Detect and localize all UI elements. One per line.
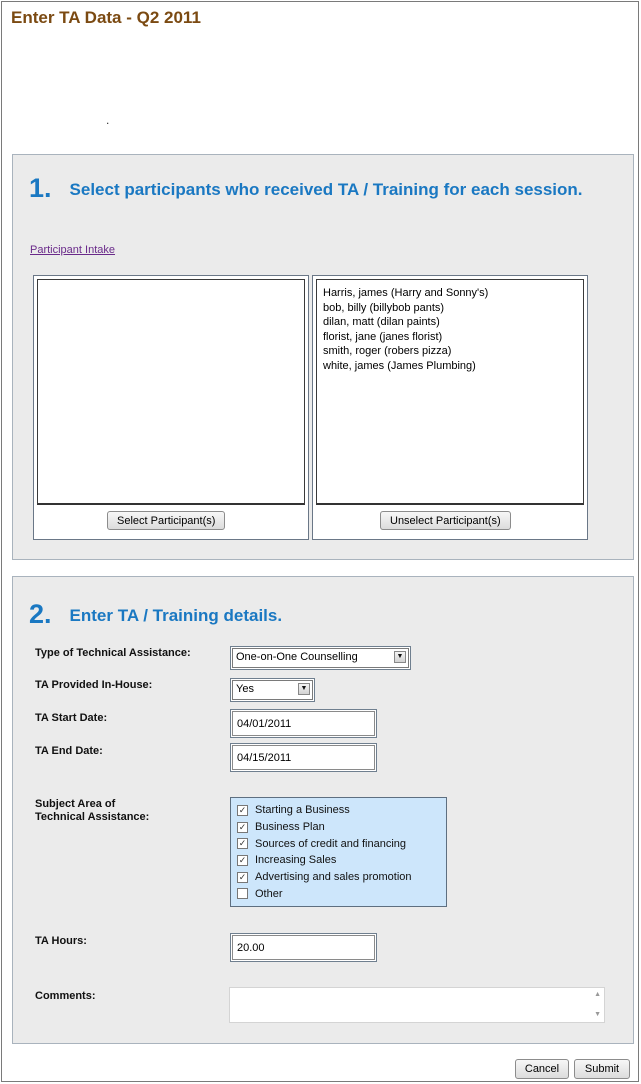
- subject-checkbox-row[interactable]: [237, 885, 440, 902]
- scroll-down-arrow-icon[interactable]: ▼: [594, 1011, 601, 1018]
- subject-checkbox-row[interactable]: [237, 819, 440, 836]
- section1-number: 1.: [29, 173, 52, 203]
- page-title: Enter TA Data - Q2 2011: [11, 8, 201, 27]
- participant-list-item[interactable]: dilan, matt (dilan paints): [323, 316, 440, 328]
- section1-heading: [29, 173, 599, 203]
- empty-checkbox-icon[interactable]: [237, 888, 248, 899]
- participant-intake-link[interactable]: Participant Intake: [30, 244, 115, 256]
- ta-type-value: One-on-One Counselling: [236, 651, 358, 663]
- ta-inhouse-select[interactable]: [232, 680, 313, 700]
- ta-hours-input[interactable]: [232, 935, 375, 960]
- checkmark-icon[interactable]: ✓: [238, 838, 247, 849]
- subject-checkbox-label: Increasing Sales: [255, 854, 337, 867]
- subject-checkbox-label: Starting a Business: [255, 804, 350, 817]
- subject-area-checklist: [230, 797, 447, 907]
- dropdown-arrow-icon: ▼: [298, 683, 310, 695]
- unselect-participants-button[interactable]: Unselect Participant(s): [380, 511, 511, 530]
- ta-start-date-input[interactable]: [232, 711, 375, 736]
- subject-checkbox-label: Other: [255, 887, 283, 900]
- section1-heading-text: Select participants who received TA / Training for each session.: [69, 180, 583, 199]
- dropdown-arrow-icon: ▼: [394, 651, 406, 663]
- ta-end-date-input[interactable]: [232, 745, 375, 770]
- ta-details-panel: [12, 576, 634, 1044]
- ta-type-label: Type of Technical Assistance:: [35, 647, 191, 659]
- checkmark-icon[interactable]: ✓: [238, 804, 247, 815]
- participant-list-item[interactable]: florist, jane (janes florist): [323, 330, 443, 343]
- select-participants-button[interactable]: Select Participant(s): [107, 511, 225, 530]
- ta-hours-outline: [230, 933, 377, 962]
- subject-area-label-line1: Subject Area of: [35, 798, 116, 810]
- section2-heading: [29, 599, 529, 631]
- subject-area-label: [35, 798, 149, 824]
- ta-end-date-label: TA End Date:: [35, 745, 103, 757]
- ta-end-date-outline: [230, 743, 377, 772]
- participant-list-item[interactable]: smith, roger (robers pizza): [323, 345, 452, 357]
- selected-participants-list[interactable]: [316, 279, 584, 505]
- ta-hours-label: TA Hours:: [35, 935, 87, 947]
- comments-textarea[interactable]: [229, 987, 605, 1023]
- stray-mark: .: [106, 113, 110, 127]
- ta-start-date-outline: [230, 709, 377, 738]
- subject-checkbox-row[interactable]: [237, 802, 440, 819]
- ta-type-select-outline: [230, 646, 411, 670]
- scroll-up-arrow-icon[interactable]: ▲: [594, 991, 601, 998]
- subject-area-label-line2: Technical Assistance:: [35, 811, 150, 823]
- selected-participants-box: [312, 275, 588, 540]
- section2-heading-text: Enter TA / Training details.: [69, 606, 283, 625]
- ta-inhouse-select-outline: [230, 678, 315, 702]
- participant-selection-panel: [12, 154, 634, 560]
- participant-list-item[interactable]: bob, billy (billybob pants): [323, 301, 445, 314]
- ta-start-date-label: TA Start Date:: [35, 712, 108, 724]
- subject-checkbox-label: Advertising and sales promotion: [255, 871, 412, 884]
- section2-number: 2.: [29, 599, 52, 629]
- checkmark-icon[interactable]: ✓: [238, 871, 247, 882]
- available-participants-box: [33, 275, 309, 540]
- comments-label: Comments:: [35, 990, 96, 1002]
- page-frame: [1, 1, 639, 1082]
- ta-inhouse-value: Yes: [236, 683, 254, 695]
- checkmark-icon[interactable]: ✓: [238, 821, 247, 832]
- subject-checkbox-row[interactable]: [237, 835, 440, 852]
- checkmark-icon[interactable]: ✓: [238, 854, 247, 865]
- participant-list-item[interactable]: white, james (James Plumbing): [323, 359, 476, 372]
- available-participants-list[interactable]: [37, 279, 305, 505]
- subject-checkbox-row[interactable]: [237, 852, 440, 869]
- participant-list-item[interactable]: Harris, james (Harry and Sonny's): [323, 287, 489, 299]
- ta-type-select[interactable]: [232, 648, 409, 668]
- subject-checkbox-row[interactable]: [237, 869, 440, 886]
- cancel-button[interactable]: Cancel: [515, 1059, 569, 1079]
- ta-inhouse-label: TA Provided In-House:: [35, 679, 153, 691]
- subject-checkbox-label: Business Plan: [255, 821, 325, 834]
- subject-checkbox-label: Sources of credit and financing: [255, 837, 407, 850]
- submit-button[interactable]: Submit: [574, 1059, 630, 1079]
